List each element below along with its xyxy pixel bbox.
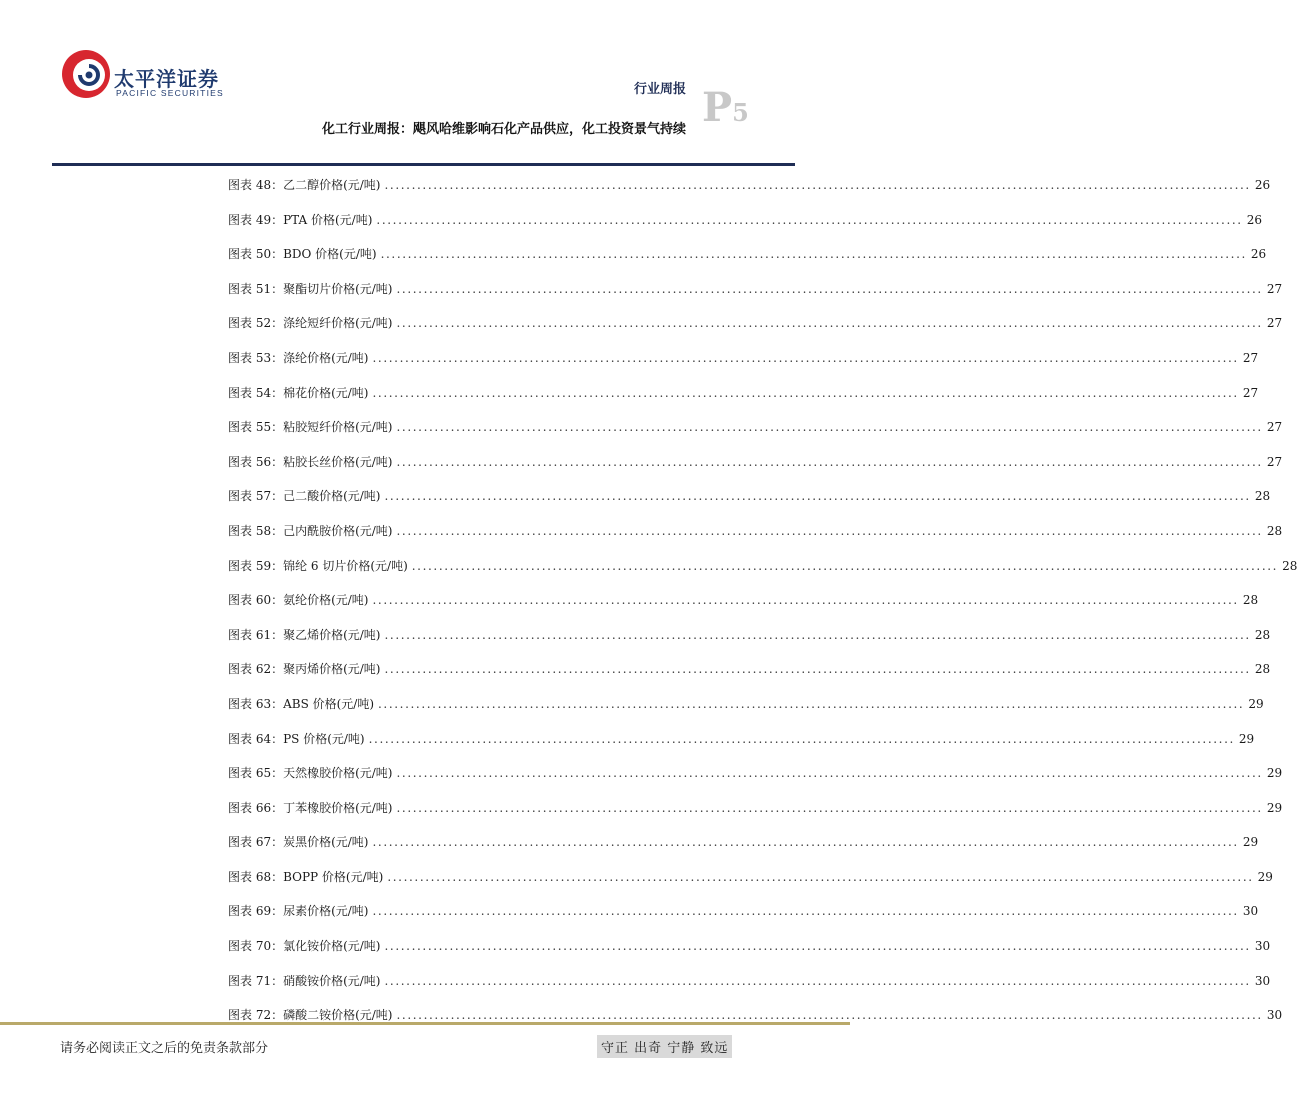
toc-dot-leader: ................................................................................................................................................................ (396, 420, 1263, 435)
toc-dot-leader: ................................................................................................................................................................ (384, 489, 1251, 504)
toc-dot-leader: ................................................................................................................................................................ (396, 316, 1263, 331)
toc-entry-page: 27 (1242, 350, 1259, 365)
report-title: 化工行业周报：飓风哈维影响石化产品供应，化工投资景气持续 (321, 122, 686, 137)
toc-dot-leader: ................................................................................................................................................................ (368, 731, 1235, 746)
toc-entry[interactable] (228, 902, 1259, 937)
toc-dot-leader: ................................................................................................................................................................ (380, 247, 1247, 262)
toc-entry-page: 28 (1254, 489, 1271, 504)
toc-dot-leader: ................................................................................................................................................................ (396, 523, 1263, 538)
toc-entry-page: 29 (1238, 731, 1255, 746)
toc-entry-label: 图表 57：己二酸价格(元/吨) (228, 489, 381, 504)
toc-entry[interactable] (228, 937, 1271, 972)
toc-dot-leader: ................................................................................................................................................................ (396, 281, 1263, 296)
toc-entry[interactable] (228, 833, 1259, 868)
logo-english-name: PACIFIC SECURITIES (116, 88, 224, 98)
pacific-securities-logo-icon (60, 45, 112, 103)
toc-entry-label: 图表 71：硝酸铵价格(元/吨) (228, 973, 381, 988)
toc-dot-leader: ................................................................................................................................................................ (396, 454, 1263, 469)
footer-divider (0, 1022, 850, 1025)
report-type-label: 行业周报 (633, 82, 686, 97)
toc-dot-leader: ................................................................................................................................................................ (372, 385, 1239, 400)
toc-entry-page: 29 (1242, 835, 1259, 850)
toc-entry-page: 30 (1254, 939, 1271, 954)
toc-entry[interactable] (228, 384, 1259, 419)
toc-dot-leader: ................................................................................................................................................................ (411, 558, 1279, 573)
toc-entry-label: 图表 69：尿素价格(元/吨) (228, 904, 369, 919)
toc-entry-page: 27 (1242, 385, 1259, 400)
toc-entry-page: 28 (1282, 558, 1297, 573)
toc-entry[interactable] (228, 557, 1297, 592)
toc-entry-label: 图表 53：涤纶价格(元/吨) (228, 350, 369, 365)
toc-entry[interactable] (228, 245, 1267, 280)
page-number-value: 5 (732, 98, 749, 127)
toc-entry-label: 图表 55：粘胶短纤价格(元/吨) (228, 420, 393, 435)
toc-entry-label: 图表 48：乙二醇价格(元/吨) (228, 178, 381, 192)
toc-entry[interactable] (228, 764, 1283, 799)
toc-entry-label: 图表 63：ABS 价格(元/吨) (228, 696, 375, 711)
toc-entry-page: 29 (1257, 869, 1273, 884)
toc-dot-leader: ................................................................................................................................................................ (378, 696, 1245, 711)
toc-entry[interactable] (228, 280, 1283, 315)
toc-dot-leader: ................................................................................................................................................................ (384, 662, 1251, 677)
toc-entry-label: 图表 54：棉花价格(元/吨) (228, 385, 369, 400)
page-number-prefix: P (702, 84, 733, 131)
toc-entry-page: 29 (1266, 766, 1283, 781)
toc-entry-label: 图表 52：涤纶短纤价格(元/吨) (228, 316, 393, 331)
toc-entry[interactable] (228, 176, 1271, 211)
toc-entry[interactable] (228, 453, 1283, 488)
toc-entry-label: 图表 68：BOPP 价格(元/吨) (228, 869, 384, 884)
toc-dot-leader: ................................................................................................................................................................ (372, 904, 1239, 919)
toc-entry-page: 27 (1266, 281, 1283, 296)
toc-entry-page: 29 (1248, 696, 1264, 711)
toc-entry-label: 图表 49：PTA 价格(元/吨) (228, 212, 373, 227)
toc-entry-label: 图表 72：磷酸二铵价格(元/吨) (228, 1008, 393, 1023)
header-divider (52, 163, 795, 166)
toc-entry-label: 图表 67：炭黑价格(元/吨) (228, 835, 369, 850)
toc-entry[interactable] (228, 418, 1283, 453)
toc-entry-label: 图表 64：PS 价格(元/吨) (228, 731, 365, 746)
toc-entry-label: 图表 56：粘胶长丝价格(元/吨) (228, 454, 393, 469)
toc-entry[interactable] (228, 695, 1264, 730)
toc-entry[interactable] (228, 972, 1271, 1007)
toc-dot-leader: ................................................................................................................................................................ (384, 973, 1251, 988)
toc-dot-leader: ................................................................................................................................................................ (396, 766, 1263, 781)
toc-dot-leader: ................................................................................................................................................................ (396, 1008, 1263, 1023)
toc-dot-leader: ................................................................................................................................................................ (384, 178, 1251, 192)
toc-entry-page: 26 (1250, 247, 1267, 262)
toc-entry-page: 28 (1242, 593, 1259, 608)
toc-dot-leader: ................................................................................................................................................................ (372, 350, 1239, 365)
toc-entry-page: 29 (1266, 800, 1283, 815)
toc-entry[interactable] (228, 591, 1259, 626)
toc-entry-label: 图表 62：聚丙烯价格(元/吨) (228, 662, 381, 677)
toc-dot-leader: ................................................................................................................................................................ (372, 835, 1239, 850)
toc-dot-leader: ................................................................................................................................................................ (387, 869, 1254, 884)
toc-entry-page: 27 (1266, 316, 1283, 331)
toc-entry-label: 图表 50：BDO 价格(元/吨) (228, 247, 377, 262)
toc-entry-page: 28 (1254, 662, 1271, 677)
toc-entry[interactable] (228, 799, 1283, 834)
toc-entry-label: 图表 58：己内酰胺价格(元/吨) (228, 523, 393, 538)
toc-entry[interactable] (228, 626, 1271, 661)
toc-entry[interactable] (228, 314, 1283, 349)
toc-entry[interactable] (228, 730, 1255, 765)
toc-entry-label: 图表 61：聚乙烯价格(元/吨) (228, 627, 381, 642)
company-motto: 守正 出奇 宁静 致远 (597, 1035, 732, 1058)
toc-entry-page: 28 (1254, 627, 1271, 642)
toc-entry-label: 图表 66：丁苯橡胶价格(元/吨) (228, 800, 393, 815)
toc-entry[interactable] (228, 868, 1273, 903)
toc-dot-leader: ................................................................................................................................................................ (396, 800, 1263, 815)
toc-entry-label: 图表 59：锦纶 6 切片价格(元/吨) (228, 558, 408, 573)
toc-entry-page: 30 (1266, 1008, 1283, 1023)
toc-entry-page: 26 (1246, 212, 1262, 227)
toc-entry-page: 30 (1254, 973, 1271, 988)
toc-entry-page: 27 (1266, 454, 1283, 469)
toc-entry-page: 30 (1242, 904, 1259, 919)
toc-dot-leader: ................................................................................................................................................................ (384, 627, 1251, 642)
toc-entry-page: 27 (1266, 420, 1283, 435)
page-number (702, 84, 749, 131)
toc-entry-label: 图表 65：天然橡胶价格(元/吨) (228, 766, 393, 781)
toc-entry-label: 图表 60：氨纶价格(元/吨) (228, 593, 369, 608)
toc-entry-label: 图表 70：氯化铵价格(元/吨) (228, 939, 381, 954)
toc-entry[interactable] (228, 522, 1283, 557)
toc-entry-label: 图表 51：聚酯切片价格(元/吨) (228, 281, 393, 296)
toc-entry[interactable] (228, 349, 1259, 384)
toc-dot-leader: ................................................................................................................................................................ (376, 212, 1243, 227)
figure-index-list (228, 176, 1297, 1041)
toc-entry[interactable] (228, 211, 1262, 246)
company-logo (60, 45, 230, 105)
disclaimer-note: 请务必阅读正文之后的免责条款部分 (60, 1041, 269, 1056)
logo-chinese-name: 太平洋证券 (114, 67, 219, 91)
toc-entry-page: 28 (1266, 523, 1283, 538)
toc-dot-leader: ................................................................................................................................................................ (384, 939, 1251, 954)
toc-entry[interactable] (228, 487, 1271, 522)
toc-dot-leader: ................................................................................................................................................................ (372, 593, 1239, 608)
toc-entry[interactable] (228, 660, 1271, 695)
toc-entry-page: 26 (1254, 178, 1271, 192)
